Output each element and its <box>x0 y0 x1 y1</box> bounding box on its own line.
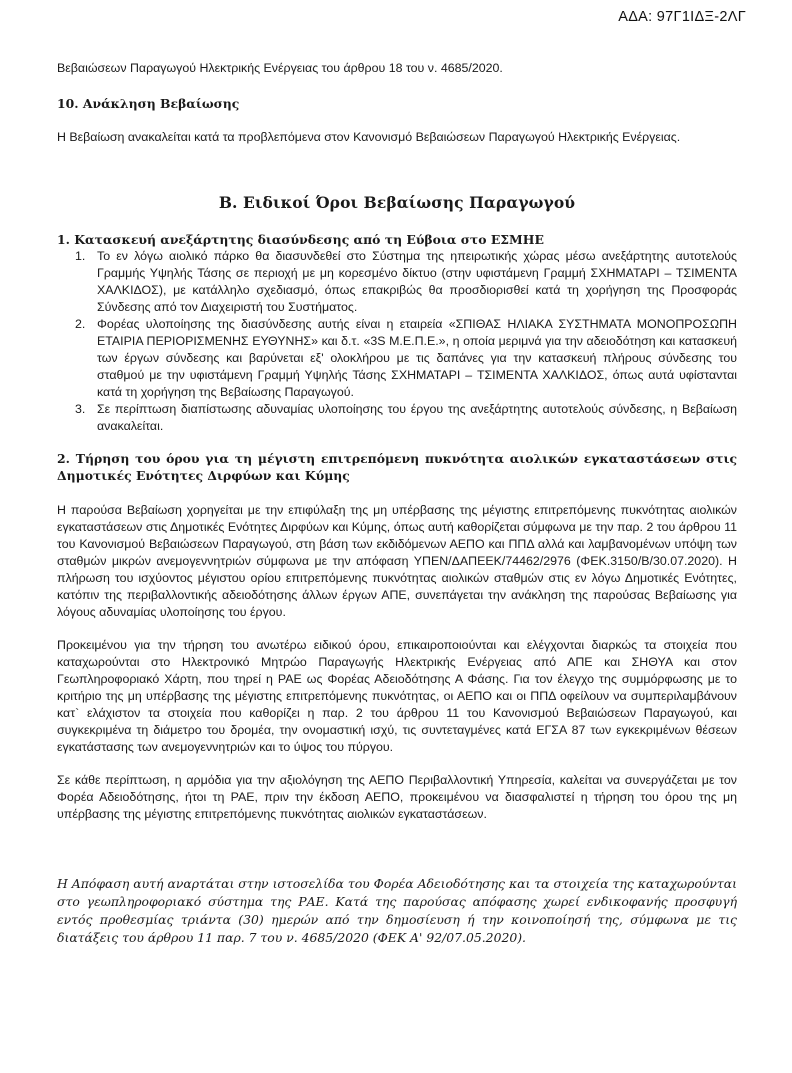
term2-paragraph-3: Σε κάθε περίπτωση, η αρμόδια για την αξιολόγηση της ΑΕΠΟ Περιβαλλοντική Υπηρεσία, καλείται να συνεργάζεται με τον Φορέα Αδειοδότησης, ήτοι τη ΡΑΕ, πριν την έκδοση ΑΕΠΟ, προκειμένου να διασφαλιστεί η τήρηση του όρου της μη υπέρβασης της μέγιστης επιτρεπόμενης πυκνότητας αιολικών εγκαταστάσεων. <box>57 773 737 821</box>
term2-paragraph-1: Η παρούσα Βεβαίωση χορηγείται με την επιφύλαξη της μη υπέρβασης της μέγιστης επιτρεπόμενης πυκνότητας αιολικών εγκαταστάσεων στις Δημοτικές Ενότητες Διρφύων και Κύμης, όπως αυτή καθορίζεται σύμφωνα με την παρ. 2 του άρθρου 11 του Κανονισμού Βεβαιώσεων Παραγωγού, στη βάση των εκδιδόμενων ΑΕΠΟ και ΠΠΔ αλλά και λαμβανομένων υπόψη των σταθμών μικρών ανεμογεννητριών σύμφωνα με την απόφαση ΥΠΕΝ/ΔΑΠΕΕΚ/74462/2976 (ΦΕΚ.3150/Β/30.07.2020). Η πλήρωση του ισχύοντος μέγιστου ορίου επιτρεπόμενης πυκνότητας αιολικών σταθμών στις εν λόγω Δημοτικές Ενότητες, κατόπιν της περιβαλλοντικής αδειοδότησης άλλων έργων ΑΠΕ, συνεπάγεται την ανάκληση της παρούσας Βεβαίωσης για λόγους αδυναμίας υλοποίησης του έργου. <box>57 503 737 619</box>
revocation-heading: 10. Ανάκληση Βεβαίωσης <box>57 96 240 111</box>
revocation-text: Η Βεβαίωση ανακαλείται κατά τα προβλεπόμενα στον Κανονισμό Βεβαιώσεων Παραγωγού Ηλεκτρικής Ενέργειας. <box>57 130 681 144</box>
term1-heading: 1. Κατασκευή ανεξάρτητης διασύνδεσης από τη Εύβοια στο ΕΣΜΗΕ <box>57 232 544 247</box>
document-body <box>57 60 737 947</box>
closing-statement: Η Απόφαση αυτή αναρτάται στην ιστοσελίδα του Φορέα Αδειοδότησης και τα στοιχεία της καταχωρούνται στο γεωπληροφοριακό σύστημα της ΡΑΕ. Κατά της παρούσας απόφασης χωρεί ενδικοφανής προσφυγή εντός προθεσμίας τριάντα (30) ημερών από την δημοσίευση ή την κοινοποίησή της, σύμφωνα με τις διατάξεις του άρθρου 11 παρ. 7 του ν. 4685/2020 (ΦΕΚ Α' 92/07.05.2020). <box>57 876 737 945</box>
ada-code: ΑΔΑ: 97Γ1ΙΔΞ-2ΛΓ <box>618 9 746 25</box>
list-item-number: 2. <box>75 317 86 331</box>
term1-list <box>57 248 737 435</box>
term2-heading: 2. Τήρηση του όρου για τη μέγιστη επιτρεπόμενη πυκνότητα αιολικών εγκαταστάσεων στις Δημοτικές Ενότητες Διρφύων και Κύμης <box>57 451 737 483</box>
list-item <box>75 401 737 435</box>
list-item-number: 1. <box>75 249 86 263</box>
section-b-title: Β. Ειδικοί Όροι Βεβαίωσης Παραγωγού <box>218 193 576 212</box>
list-item <box>75 248 737 316</box>
list-item-text: Το εν λόγω αιολικό πάρκο θα διασυνδεθεί στο Σύστημα της ηπειρωτικής χώρας μέσω ανεξάρτητης αυτοτελούς Γραμμής Υψηλής Τάσης σε περιοχή με μη κορεσμένο δίκτυο (στην υφιστάμενη Γραμμή ΣΧΗΜΑΤΑΡΙ – ΤΣΙΜΕΝΤΑ ΧΑΛΚΙΔΟΣ), με κατάλληλο σχεδιασμό, όπως επακριβώς θα προσδιορισθεί κατά τη χορήγηση της Προσφοράς Σύνδεσης από τον Διαχειριστή του Συστήματος. <box>97 249 737 314</box>
list-item-text: Φορέας υλοποίησης της διασύνδεσης αυτής είναι η εταιρεία «ΣΠΙΘΑΣ ΗΛΙΑΚΑ ΣΥΣΤΗΜΑΤΑ ΜΟΝΟΠΡΟΣΩΠΗ ΕΤΑΙΡΙΑ ΠΕΡΙΟΡΙΣΜΕΝΗΣ ΕΥΘΥΝΗΣ» και δ.τ. «3S Μ.Ε.Π.Ε.», η οποία μεριμνά για την αδειοδότηση και κατασκευή των έργων σύνδεσης και βαρύνεται εξ' ολοκλήρου με τις δαπάνες για την κατασκευή πλήρους σύνδεσης του σταθμού με την υφιστάμενη Γραμμή Υψηλής Τάσης ΣΧΗΜΑΤΑΡΙ – ΤΣΙΜΕΝΤΑ ΧΑΛΚΙΔΟΣ, όπως αυτά υφίστανται κατά τη χορήγηση της Βεβαίωσης Παραγωγού. <box>97 317 737 399</box>
list-item <box>75 316 737 401</box>
list-item-text: Σε περίπτωση διαπίστωσης αδυναμίας υλοποίησης του έργου της ανεξάρτητης αυτοτελούς σύνδεσης, η Βεβαίωση ανακαλείται. <box>97 402 737 433</box>
intro-continuation: Βεβαιώσεων Παραγωγού Ηλεκτρικής Ενέργειας του άρθρου 18 του ν. 4685/2020. <box>57 61 503 75</box>
list-item-number: 3. <box>75 402 86 416</box>
term2-paragraph-2: Προκειμένου για την τήρηση του ανωτέρω ειδικού όρου, επικαιροποιούνται και ελέγχονται διαρκώς τα στοιχεία που καταχωρούνται στο Ηλεκτρονικό Μητρώο Παραγωγής Ηλεκτρικής Ενέργειας από ΑΠΕ και ΣΗΘΥΑ και στον Γεωπληροφοριακό Χάρτη, που τηρεί η ΡΑΕ ως Φορέας Αδειοδότησης Α Φάσης. Για τον έλεγχο της συμμόρφωσης με το κριτήριο της μη υπέρβασης της μέγιστης επιτρεπόμενης πυκνότητας, οι ΑΕΠΟ και οι ΠΠΔ οφείλουν να συμπεριλαμβάνουν κατ` ελάχιστον τα στοιχεία που καθορίζει η παρ. 2 του άρθρου 11 του Κανονισμού Βεβαιώσεων Παραγωγού, και συγκεκριμένα τη διάμετρο του δρομέα, την ονομαστική ισχύ, τις συντεταγμένες κατά ΕΓΣΑ 87 των εγκεκριμένων θέσεων εγκατάστασης των ανεμογεννητριών και το ύψος του πύργου. <box>57 638 737 754</box>
